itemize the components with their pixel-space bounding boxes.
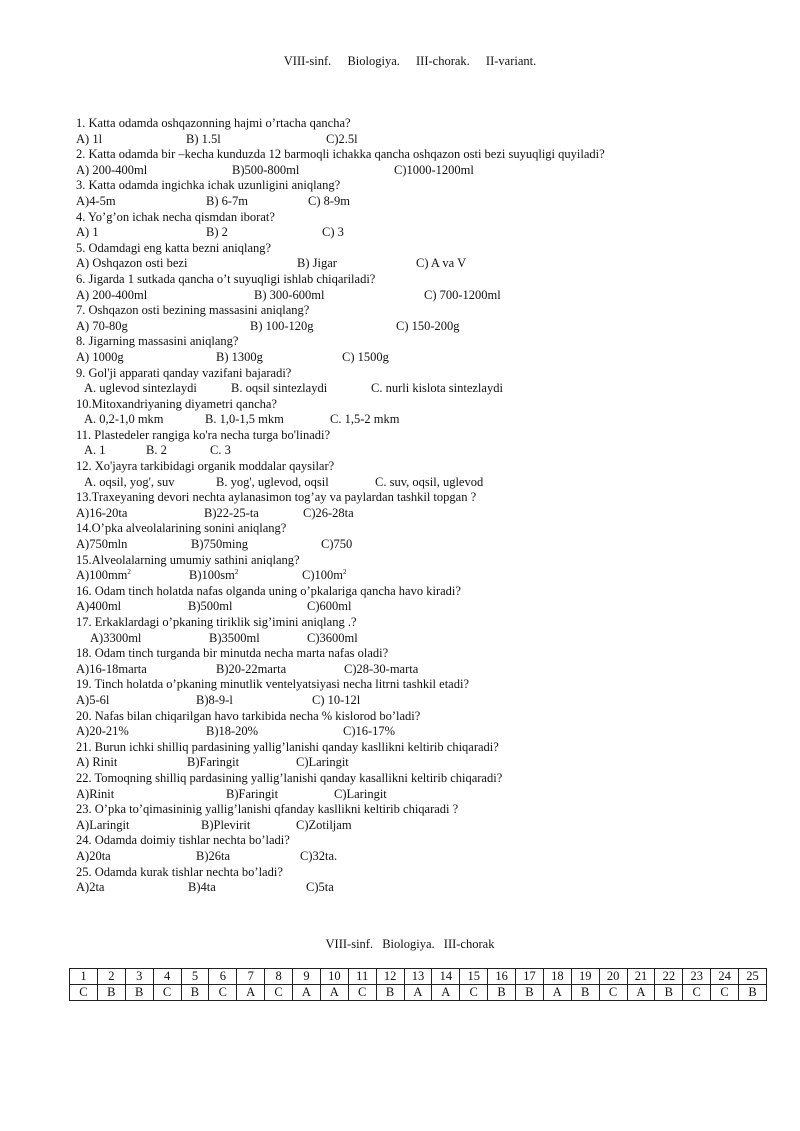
superscript: 2	[342, 568, 347, 577]
question-options	[76, 849, 776, 865]
answer-option-text: A. uglevod sintezlaydi	[84, 381, 197, 396]
answer-option-text: B)500-800ml	[232, 162, 300, 177]
answer-option	[254, 288, 324, 304]
answer-option-text: C)Zotiljam	[296, 817, 352, 832]
answer-key-number: 9	[293, 969, 321, 985]
answer-option	[216, 662, 286, 678]
answer-option	[76, 849, 111, 865]
answer-option-text: A)100mm	[76, 568, 128, 583]
answer-option-text: A)4-5m	[76, 193, 116, 208]
answer-option-text: A)16-18marta	[76, 661, 147, 676]
answer-option	[231, 381, 327, 397]
question-text: 22. Tomoqning shilliq pardasining yallig’lanishi qanday kasallikni keltirib chiqaradi?	[76, 770, 503, 785]
answer-option-text: C. 1,5-2 mkm	[330, 412, 400, 427]
answer-option	[186, 132, 221, 148]
answer-key-answer: C	[683, 985, 711, 1001]
answer-option-text: C)Laringit	[334, 786, 387, 801]
answer-option	[76, 350, 124, 366]
answer-option	[76, 724, 129, 740]
answer-key-number: 1	[70, 969, 98, 985]
answer-key-answer: A	[543, 985, 571, 1001]
answer-option	[76, 132, 102, 148]
answer-option	[306, 880, 334, 896]
answer-option	[424, 288, 501, 304]
answer-key-grade: VIII-sinf.	[325, 937, 374, 951]
answer-option	[196, 693, 233, 709]
answer-option	[342, 350, 389, 366]
superscript: 2	[234, 568, 239, 577]
answer-option	[76, 194, 116, 210]
answer-key-number: 25	[739, 969, 767, 985]
question-options	[76, 443, 776, 459]
answer-option	[205, 412, 284, 428]
answer-key-number: 23	[683, 969, 711, 985]
answer-option	[84, 443, 106, 459]
answer-key-answer: B	[376, 985, 404, 1001]
answer-key-number: 10	[320, 969, 348, 985]
question-text: 10.Mitoxandriyaning diyametri qancha?	[76, 396, 277, 411]
question-text: 6. Jigarda 1 sutkada qancha o’t suyuqligi ishlab chiqariladi?	[76, 271, 376, 286]
answer-option-text: C)1000-1200ml	[394, 162, 474, 177]
question-options	[76, 818, 776, 834]
title-variant: II-variant.	[485, 54, 537, 68]
answer-key-number: 6	[209, 969, 237, 985]
answer-option	[84, 412, 164, 428]
answer-key-answers-row	[70, 985, 767, 1001]
answer-option	[344, 662, 418, 678]
answer-option	[334, 787, 387, 803]
answer-option	[90, 631, 141, 647]
question-text: 25. Odamda kurak tishlar nechta bo’ladi?	[76, 864, 283, 879]
answer-option	[76, 225, 99, 241]
answer-key-answer: B	[516, 985, 544, 1001]
answer-key-number: 7	[237, 969, 265, 985]
answer-option	[321, 537, 352, 553]
question-text: 2. Katta odamda bir –kecha kunduzda 12 barmoqli ichakka qancha oshqazon osti bezi suyuqligi quyiladi?	[76, 147, 605, 162]
answer-option	[188, 880, 216, 896]
answer-key-number: 5	[181, 969, 209, 985]
answer-option	[187, 755, 239, 771]
answer-key-answer: A	[432, 985, 460, 1001]
answer-option	[209, 631, 260, 647]
answer-key-number: 4	[153, 969, 181, 985]
answer-key-answer: B	[97, 985, 125, 1001]
answer-key-title	[0, 937, 800, 952]
answer-option-text: C)600ml	[307, 599, 352, 614]
answer-key-answer: A	[404, 985, 432, 1001]
answer-option-text: C) 700-1200ml	[424, 287, 501, 302]
question-text: 7. Oshqazon osti bezining massasini aniqlang?	[76, 303, 310, 318]
answer-option-text: A) 70-80g	[76, 318, 128, 333]
answer-key-answer: C	[70, 985, 98, 1001]
answer-option-text: A)5-6l	[76, 692, 110, 707]
question-text: 5. Odamdagi eng katta bezni aniqlang?	[76, 240, 272, 255]
question-options	[76, 568, 776, 584]
answer-option-text: A. 1	[84, 443, 106, 458]
answer-option-text: C. nurli kislota sintezlaydi	[371, 381, 503, 396]
question-text: 17. Erkaklardagi o’pkaning tiriklik sig’imini aniqlang .?	[76, 615, 357, 629]
answer-option	[296, 818, 352, 834]
answer-option-text: A. 0,2-1,0 mkm	[84, 412, 164, 427]
answer-key-number: 20	[599, 969, 627, 985]
answer-option-text: C)16-17%	[343, 724, 396, 739]
answer-key-number: 3	[125, 969, 153, 985]
answer-option-text: B) 300-600ml	[254, 287, 325, 302]
question-options	[76, 755, 776, 771]
answer-key-number: 12	[376, 969, 404, 985]
answer-key-number: 16	[488, 969, 516, 985]
question-options	[76, 475, 776, 491]
answer-key-numbers-row	[70, 969, 767, 985]
answer-option	[76, 880, 104, 896]
answer-option	[206, 724, 258, 740]
answer-option-text: C)5ta	[306, 880, 334, 895]
question-options	[76, 288, 776, 304]
answer-option-text: B)26ta	[196, 848, 231, 863]
answer-option	[84, 381, 197, 397]
answer-option	[196, 849, 230, 865]
answer-option-text: B)20-22marta	[216, 661, 287, 676]
answer-option-text: B) 6-7m	[206, 193, 249, 208]
answer-option	[76, 755, 117, 771]
question-options	[76, 506, 776, 522]
question-options	[76, 319, 776, 335]
answer-option-text: B) 1.5l	[186, 131, 221, 146]
answer-option	[394, 163, 474, 179]
answer-option	[76, 662, 147, 678]
answer-option	[375, 475, 483, 491]
question-options	[76, 693, 776, 709]
question-text: 16. Odam tinch holatda nafas olganda uning o’pkalariga qancha havo kiradi?	[76, 583, 461, 598]
question-text: 20. Nafas bilan chiqarilgan havo tarkibida necha % kislorod bo’ladi?	[76, 708, 421, 723]
answer-option-text: C)28-30-marta	[344, 661, 419, 676]
answer-option	[302, 568, 346, 584]
question-options	[76, 787, 776, 803]
answer-key-answer: C	[209, 985, 237, 1001]
answer-option	[76, 319, 128, 335]
answer-option-text: C)100m	[302, 568, 343, 583]
answer-option-text: B)Plevirit	[201, 817, 251, 832]
answer-key-number: 21	[627, 969, 655, 985]
answer-option-text: A) 200-400ml	[76, 162, 148, 177]
answer-option	[76, 288, 147, 304]
question-text: 19. Tinch holatda o’pkaning minutlik ventelyatsiyasi necha litrni tashkil etadi?	[76, 677, 469, 692]
answer-option-text: C. 3	[210, 443, 231, 458]
answer-option-text: B. yog', uglevod, oqsil	[216, 474, 329, 489]
question-text: 12. Xo'jayra tarkibidagi organik moddalar qaysilar?	[76, 459, 335, 474]
answer-option-text: B) 2	[206, 225, 228, 240]
answer-option	[146, 443, 167, 459]
question-options	[76, 132, 776, 148]
answer-option-text: C) A va V	[416, 256, 467, 271]
answer-option-text: A)Laringit	[76, 817, 130, 832]
answer-option	[76, 599, 121, 615]
answer-option-text: A)Rinit	[76, 786, 115, 801]
answer-option-text: A. oqsil, yog', suv	[84, 474, 175, 489]
answer-option	[216, 475, 329, 491]
question-text: 18. Odam tinch turganda bir minutda necha marta nafas oladi?	[76, 646, 389, 661]
answer-option	[76, 537, 127, 553]
answer-option-text: A) Rinit	[76, 755, 118, 770]
answer-key-number: 19	[571, 969, 599, 985]
question-options	[76, 724, 776, 740]
answer-option-text: A) 200-400ml	[76, 287, 148, 302]
answer-option	[300, 849, 337, 865]
answer-option-text: B. 2	[146, 443, 167, 458]
answer-key-answer: C	[599, 985, 627, 1001]
answer-option	[216, 350, 263, 366]
answer-option	[297, 256, 337, 272]
question-text: 15.Alveolalarning umumiy sathini aniqlang?	[76, 552, 300, 567]
question-text: 3. Katta odamda ingichka ichak uzunligini aniqlang?	[76, 178, 341, 193]
answer-option-text: B)100sm	[189, 568, 235, 583]
answer-option-text: B)8-9-l	[196, 692, 233, 707]
answer-option-text: C)750	[321, 537, 353, 552]
answer-key-answer: B	[488, 985, 516, 1001]
answer-option	[232, 163, 299, 179]
answer-option	[396, 319, 460, 335]
question-options	[76, 194, 776, 210]
answer-option-text: A)750mln	[76, 537, 128, 552]
answer-key-number: 2	[97, 969, 125, 985]
answer-key-answer: B	[739, 985, 767, 1001]
answer-option	[330, 412, 399, 428]
answer-option-text: A)20ta	[76, 848, 111, 863]
answer-option	[312, 693, 360, 709]
answer-option-text: A)3300ml	[90, 630, 142, 645]
answer-key-answer: C	[153, 985, 181, 1001]
answer-key-quarter: III-chorak	[443, 937, 495, 951]
answer-option-text: C) 150-200g	[396, 318, 460, 333]
answer-option	[76, 693, 109, 709]
answer-option	[188, 599, 232, 615]
answer-option-text: A)2ta	[76, 880, 105, 895]
question-text: 11. Plastedeler rangiga ko'ra necha turga bo'linadi?	[76, 427, 331, 442]
question-text: 13.Traxeyaning devori nechta aylanasimon tog’ay va paylardan tashkil topgan ?	[76, 490, 477, 505]
answer-option	[210, 443, 231, 459]
answer-option-text: B)500ml	[188, 599, 233, 614]
answer-option	[322, 225, 344, 241]
question-text: 23. O’pka to’qimasininig yallig’lanishi qfanday kasllikni keltirib chiqaradi ?	[76, 802, 459, 817]
answer-key-answer: C	[460, 985, 488, 1001]
question-options	[76, 599, 776, 615]
answer-key-answer: C	[711, 985, 739, 1001]
answer-option	[326, 132, 358, 148]
question-options	[76, 225, 776, 241]
answer-option	[343, 724, 395, 740]
answer-key-answer: C	[348, 985, 376, 1001]
answer-option	[206, 225, 228, 241]
answer-option-text: C)Laringit	[296, 755, 349, 770]
answer-option	[308, 194, 350, 210]
answer-option-text: C)26-28ta	[303, 505, 354, 520]
answer-option-text: C)2.5l	[326, 131, 358, 146]
answer-option	[76, 256, 187, 272]
answer-option	[303, 506, 354, 522]
answer-option-text: A) 1l	[76, 131, 103, 146]
answer-option-text: C)32ta.	[300, 848, 338, 863]
answer-key-number: 13	[404, 969, 432, 985]
question-text: 4. Yo’g’on ichak necha qismdan iborat?	[76, 209, 275, 224]
answer-option-text: B)750ming	[191, 537, 248, 552]
answer-option-text: B)Faringit	[187, 755, 240, 770]
answer-option-text: C) 10-12l	[312, 692, 361, 707]
answer-option-text: B) 100-120g	[250, 318, 314, 333]
page-title	[0, 54, 800, 69]
answer-option	[296, 755, 349, 771]
answer-option-text: B. 1,0-1,5 mkm	[205, 412, 284, 427]
question-text: 21. Burun ichki shilliq pardasining yallig’lanishi qanday kasllikni keltirib chiqaradi?	[76, 739, 499, 754]
superscript: 2	[127, 568, 131, 577]
answer-option	[191, 537, 248, 553]
answer-option-text: B)4ta	[188, 880, 216, 895]
answer-key-number: 15	[460, 969, 488, 985]
answer-option	[226, 787, 278, 803]
answer-option-text: B) 1300g	[216, 349, 263, 364]
answer-key-number: 11	[348, 969, 376, 985]
answer-key-subject: Biologiya.	[382, 937, 435, 951]
answer-key-answer: B	[125, 985, 153, 1001]
answer-key-number: 8	[265, 969, 293, 985]
answer-option	[76, 568, 131, 584]
title-quarter: III-chorak.	[416, 54, 470, 68]
answer-option-text: A)16-20ta	[76, 505, 128, 520]
answer-option	[76, 787, 114, 803]
title-subject: Biologiya.	[347, 54, 400, 68]
answer-option-text: A) 1	[76, 225, 99, 240]
question-options	[76, 350, 776, 366]
answer-key-number: 14	[432, 969, 460, 985]
answer-option	[206, 194, 248, 210]
answer-option-text: B)22-25-ta	[204, 505, 259, 520]
answer-key-number: 22	[655, 969, 683, 985]
answer-option	[204, 506, 259, 522]
question-options	[76, 880, 776, 896]
answer-option	[76, 506, 127, 522]
question-options	[76, 412, 776, 428]
answer-option-text: A)20-21%	[76, 724, 129, 739]
answer-option	[201, 818, 250, 834]
question-text: 1. Katta odamda oshqazonning hajmi o’rtacha qancha?	[76, 116, 351, 130]
question-options	[76, 256, 776, 272]
answer-option-text: A)400ml	[76, 599, 122, 614]
answer-option	[189, 568, 238, 584]
answer-option-text: C) 3	[322, 225, 344, 240]
question-options	[76, 662, 776, 678]
answer-option-text: C) 8-9m	[308, 193, 351, 208]
answer-option-text: B) Jigar	[297, 256, 337, 271]
answer-option-text: C. suv, oqsil, uglevod	[375, 474, 484, 489]
answer-option	[76, 818, 129, 834]
answer-option-text: A) 1000g	[76, 349, 124, 364]
answer-option	[307, 631, 358, 647]
question-text: 8. Jigarning massasini aniqlang?	[76, 334, 239, 349]
answer-option	[416, 256, 466, 272]
answer-option-text: B)3500ml	[209, 630, 260, 645]
answer-option	[250, 319, 314, 335]
answer-key-number: 17	[516, 969, 544, 985]
answer-key-answer: A	[293, 985, 321, 1001]
question-options	[76, 537, 776, 553]
answer-option-text: B)18-20%	[206, 724, 259, 739]
answer-key-answer: A	[627, 985, 655, 1001]
question-options	[76, 163, 776, 179]
answer-key-answer: C	[265, 985, 293, 1001]
answer-key-answer: B	[655, 985, 683, 1001]
question-list	[76, 116, 776, 896]
answer-key-number: 24	[711, 969, 739, 985]
question-text: 9. Gol'ji apparati qanday vazifani bajaradi?	[76, 365, 292, 380]
answer-option	[307, 599, 351, 615]
question-text: 24. Odamda doimiy tishlar nechta bo’ladi?	[76, 833, 290, 848]
answer-option-text: B. oqsil sintezlaydi	[231, 381, 328, 396]
answer-key-answer: A	[320, 985, 348, 1001]
question-text: 14.O’pka alveolalarining sonini aniqlang?	[76, 521, 287, 536]
question-options	[76, 381, 776, 397]
answer-option-text: C) 1500g	[342, 349, 389, 364]
answer-key-number: 18	[543, 969, 571, 985]
answer-option	[371, 381, 503, 397]
answer-key-answer: A	[237, 985, 265, 1001]
answer-key-table	[69, 968, 767, 1001]
answer-option-text: B)Faringit	[226, 786, 279, 801]
answer-option-text: A) Oshqazon osti bezi	[76, 256, 188, 271]
title-grade: VIII-sinf.	[283, 54, 332, 68]
answer-option-text: C)3600ml	[307, 630, 358, 645]
answer-key-answer: B	[181, 985, 209, 1001]
question-options	[76, 631, 776, 647]
answer-key-answer: B	[571, 985, 599, 1001]
answer-option	[76, 163, 147, 179]
answer-option	[84, 475, 174, 491]
